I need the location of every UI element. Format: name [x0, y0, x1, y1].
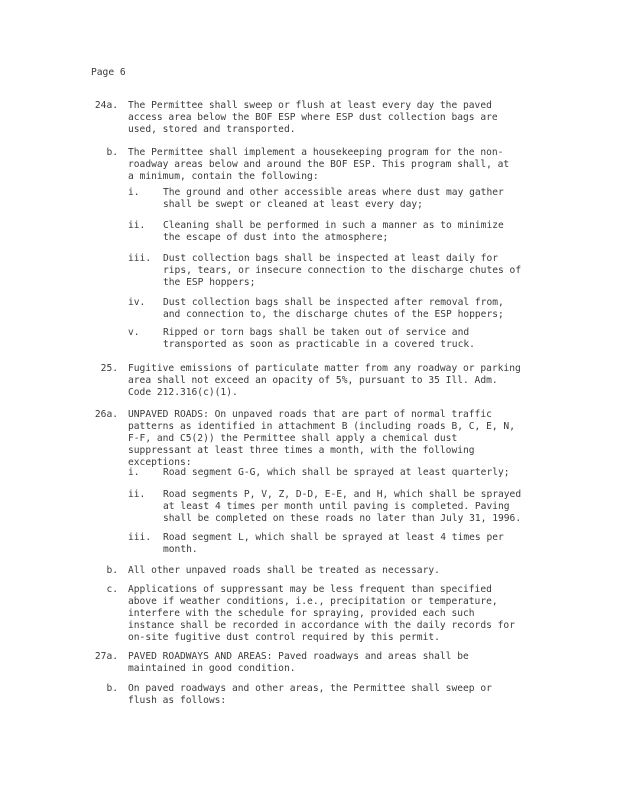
item-text: [163, 253, 521, 289]
text-line: The ground and other accessible areas where dust may gather: [163, 187, 504, 198]
condition-number: c.: [106, 584, 118, 595]
text-line: On paved roadways and other areas, the Permittee shall sweep or: [128, 683, 492, 694]
text-line: Cleaning shall be performed in such a manner as to minimize: [163, 220, 504, 231]
text-line: PAVED ROADWAYS AND AREAS: Paved roadways and areas shall be: [128, 651, 469, 662]
text-line: used, stored and transported.: [128, 124, 296, 135]
item-number: iii.: [128, 532, 152, 543]
item-text: [163, 489, 521, 525]
condition-number: 26a.: [94, 409, 118, 420]
text-line: F-F, and C5(2)) the Permittee shall apply a chemical dust: [128, 433, 458, 444]
text-line: Fugitive emissions of particulate matter from any roadway or parking: [128, 363, 521, 374]
text-line: interfere with the schedule for spraying, provided each such: [128, 608, 475, 619]
text-line: at least 4 times per month until paving is completed. Paving: [163, 501, 510, 512]
item-number: iv.: [128, 297, 146, 308]
condition-text: [128, 651, 469, 675]
text-line: flush as follows:: [128, 695, 227, 706]
text-line: access area below the BOF ESP where ESP dust collection bags are: [128, 112, 498, 123]
text-line: Road segments P, V, Z, D-D, E-E, and H, which shall be sprayed: [163, 489, 522, 500]
text-line: The Permittee shall implement a housekeeping program for the non-: [128, 147, 504, 158]
text-line: shall be completed on these roads no later than July 31, 1996.: [163, 513, 522, 524]
item-text: [163, 297, 504, 321]
text-line: instance shall be recorded in accordance with the daily records for: [128, 620, 515, 631]
text-line: roadway areas below and around the BOF ESP. This program shall, at: [128, 159, 510, 170]
text-line: a minimum, contain the following:: [128, 171, 319, 182]
condition-text: [128, 565, 440, 577]
item-number: ii.: [128, 489, 146, 500]
item-text: [163, 327, 475, 351]
text-line: exceptions:: [128, 457, 192, 468]
text-line: the ESP hoppers;: [163, 277, 256, 288]
condition-text: [128, 409, 515, 469]
text-line: The Permittee shall sweep or flush at least every day the paved: [128, 100, 492, 111]
condition-number: 25.: [100, 363, 118, 374]
condition-text: [128, 147, 509, 183]
text-line: above if weather conditions, i.e., precipitation or temperature,: [128, 596, 498, 607]
item-number: i.: [128, 187, 140, 198]
item-number: i.: [128, 467, 140, 478]
item-number: ii.: [128, 220, 146, 231]
text-line: rips, tears, or insecure connection to the discharge chutes of: [163, 265, 522, 276]
item-number: v.: [128, 327, 140, 338]
text-line: area shall not exceed an opacity of 5%, pursuant to 35 Ill. Adm.: [128, 375, 498, 386]
condition-text: [128, 683, 492, 707]
condition-number: 24a.: [94, 100, 118, 111]
text-line: the escape of dust into the atmosphere;: [163, 232, 389, 243]
text-line: All other unpaved roads shall be treated as necessary.: [128, 565, 440, 576]
item-text: [163, 532, 504, 556]
text-line: UNPAVED ROADS: On unpaved roads that are part of normal traffic: [128, 409, 492, 420]
condition-number: b.: [106, 565, 118, 576]
condition-text: [128, 100, 498, 136]
text-line: maintained in good condition.: [128, 663, 296, 674]
text-line: Ripped or torn bags shall be taken out of service and: [163, 327, 470, 338]
condition-number: b.: [106, 683, 118, 694]
text-line: month.: [163, 544, 198, 555]
text-line: shall be swept or cleaned at least every day;: [163, 199, 423, 210]
text-line: Dust collection bags shall be inspected at least daily for: [163, 253, 499, 264]
text-line: Road segment G-G, which shall be sprayed at least quarterly;: [163, 467, 510, 478]
text-line: Dust collection bags shall be inspected after removal from,: [163, 297, 504, 308]
text-line: transported as soon as practicable in a covered truck.: [163, 339, 475, 350]
condition-number: b.: [106, 147, 118, 158]
item-text: [163, 220, 504, 244]
page-number: Page 6: [91, 67, 126, 78]
text-line: patterns as identified in attachment B (including roads B, C, E, N,: [128, 421, 515, 432]
text-line: suppressant at least three times a month, with the following: [128, 445, 475, 456]
condition-text: [128, 584, 515, 644]
condition-number: 27a.: [94, 651, 118, 662]
item-text: [163, 187, 504, 211]
item-text: [163, 467, 510, 479]
text-line: Applications of suppressant may be less frequent than specified: [128, 584, 492, 595]
text-line: Code 212.316(c)(1).: [128, 387, 238, 398]
text-line: Road segment L, which shall be sprayed at least 4 times per: [163, 532, 504, 543]
text-line: and connection to, the discharge chutes of the ESP hoppers;: [163, 309, 504, 320]
condition-text: [128, 363, 521, 399]
item-number: iii.: [128, 253, 152, 264]
text-line: on-site fugitive dust control required by this permit.: [128, 632, 440, 643]
